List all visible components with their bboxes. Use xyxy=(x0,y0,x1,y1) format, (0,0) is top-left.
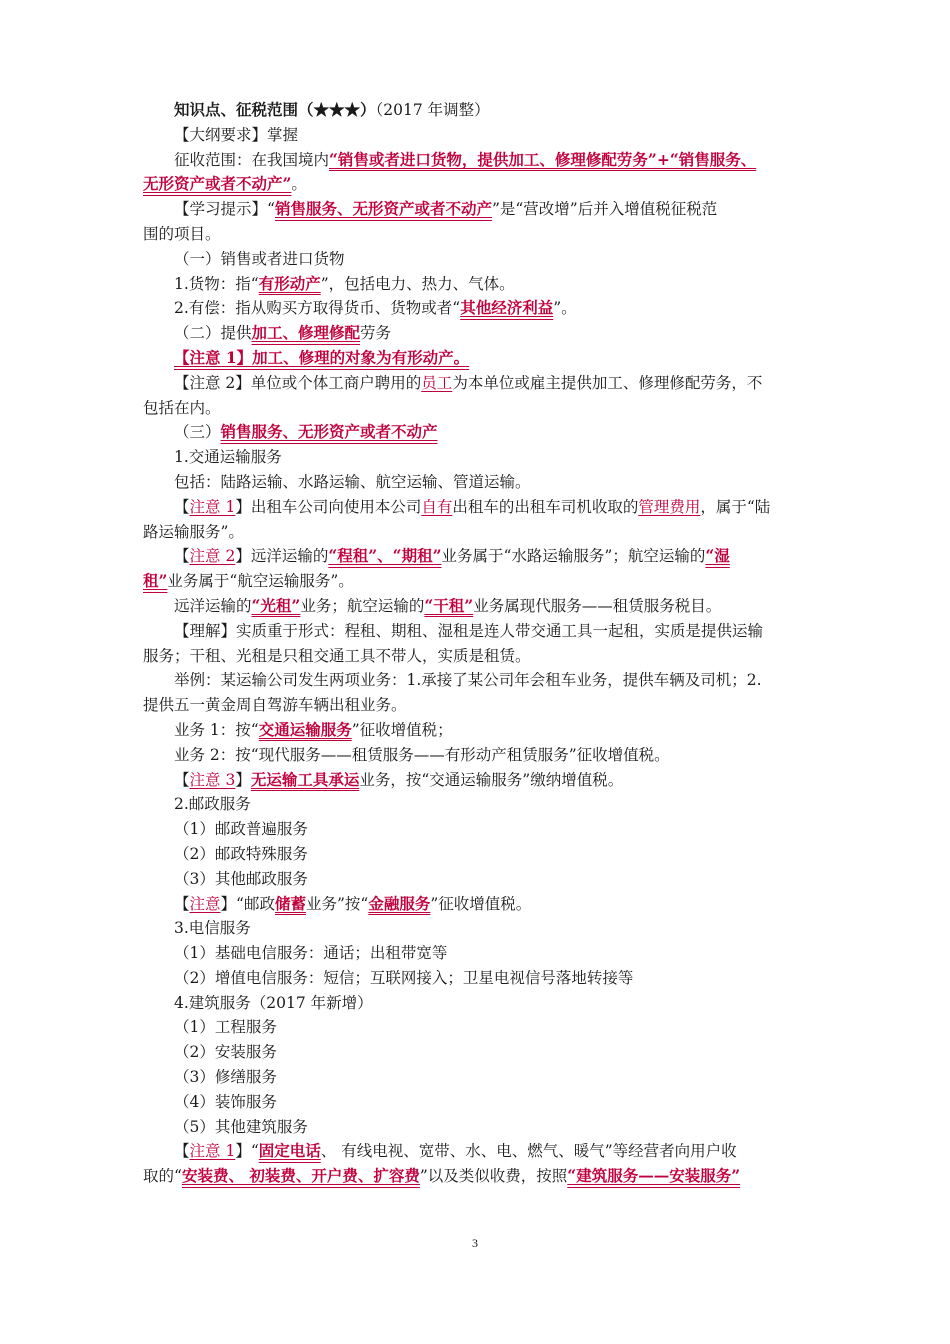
text-line xyxy=(143,197,813,222)
highlighted-text: 无形资产或者不动产” xyxy=(143,174,292,194)
text-line xyxy=(143,916,813,941)
highlighted-text: 注意 1 xyxy=(189,497,236,516)
text-run: （4）装饰服务 xyxy=(174,1092,277,1111)
text-line xyxy=(143,520,813,545)
text-run: （一）销售或者进口货物 xyxy=(174,249,345,268)
text-run: 服务；干租、光租是只租交通工具不带人，实质是租赁。 xyxy=(143,646,531,665)
text-run: 为本单位或雇主提供加工、修理修配劳务，不 xyxy=(452,373,763,392)
text-line xyxy=(143,544,813,569)
highlighted-text: “湿 xyxy=(705,546,730,566)
highlighted-text: “程租”、“期租” xyxy=(328,546,442,566)
text-run: （1）邮政普遍服务 xyxy=(174,820,308,839)
highlighted-text: 储蓄 xyxy=(274,893,306,913)
text-run: ”。 xyxy=(553,299,577,318)
text-line xyxy=(143,743,813,768)
text-line xyxy=(143,296,813,321)
highlighted-text: “干租” xyxy=(424,595,474,615)
text-line xyxy=(143,966,813,991)
highlighted-text: 销售服务、无形资产或者不动产 xyxy=(220,422,438,442)
text-run: ”征收增值税。 xyxy=(430,894,532,913)
text-line xyxy=(143,123,813,148)
highlighted-text: 其他经济利益 xyxy=(460,298,554,318)
text-run: （3）修缮服务 xyxy=(174,1068,277,1087)
text-line xyxy=(143,470,813,495)
text-run: （3）其他邮政服务 xyxy=(174,869,308,888)
text-run: ”是“营改增”后并入增值税征税范 xyxy=(491,200,718,219)
text-line xyxy=(143,768,813,793)
text-line xyxy=(143,148,813,173)
text-run: 举例：某运输公司发生两项业务：1.承接了某公司年会租车业务，提供车辆及司机；2. xyxy=(174,671,762,690)
text-run: 2.邮政服务 xyxy=(174,795,251,814)
text-run: 】“ xyxy=(235,1142,259,1161)
highlighted-text: 注意 xyxy=(189,894,221,913)
text-line xyxy=(143,445,813,470)
text-run: 【 xyxy=(174,894,190,913)
text-run: 1.交通运输服务 xyxy=(174,448,282,467)
text-line xyxy=(143,1065,813,1090)
highlighted-text: 知识点、征税范围（★★★） xyxy=(174,100,376,119)
text-line xyxy=(143,693,813,718)
text-run: （1）工程服务 xyxy=(174,1018,277,1037)
text-run: 1.货物：指“ xyxy=(174,274,259,293)
text-run: 】出租车公司向使用本公司 xyxy=(235,497,422,516)
text-run: 、 有线电视、宽带、水、电、燃气、暖气”等经营者向用户收 xyxy=(320,1142,737,1161)
text-line xyxy=(143,1139,813,1164)
highlighted-text: “光租” xyxy=(251,595,301,615)
text-run: 】 xyxy=(235,770,251,789)
text-line xyxy=(143,892,813,917)
text-line xyxy=(143,346,813,371)
text-run: 【 xyxy=(174,497,190,516)
text-line xyxy=(143,991,813,1016)
text-run: ，属于“陆 xyxy=(700,497,771,516)
page-number: 3 xyxy=(472,1236,478,1250)
text-run: 】远洋运输的 xyxy=(235,547,329,566)
highlighted-text: 注意 2 xyxy=(189,547,236,566)
text-run: （1）基础电信服务：通话；出租带宽等 xyxy=(174,944,448,963)
highlighted-text: 金融服务 xyxy=(368,893,431,913)
text-line xyxy=(143,644,813,669)
text-line xyxy=(143,172,813,197)
text-run: 包括：陆路运输、水路运输、航空运输、管道运输。 xyxy=(174,472,531,491)
text-line xyxy=(143,98,813,123)
text-run: ”以及类似收费，按照 xyxy=(419,1167,568,1186)
text-line xyxy=(143,594,813,619)
highlighted-text: 【注意 1】加工、修理的对象为有形动产。 xyxy=(174,347,470,367)
text-run: ”，包括电力、热力、气体。 xyxy=(320,274,515,293)
highlighted-text: 销售服务、无形资产或者不动产 xyxy=(274,199,492,219)
text-line xyxy=(143,495,813,520)
text-run: 劳务 xyxy=(360,324,392,343)
text-run: 业务”按“ xyxy=(305,894,369,913)
text-line xyxy=(143,420,813,445)
text-run: 【大纲要求】掌握 xyxy=(174,125,299,144)
text-run: 】“邮政 xyxy=(220,894,275,913)
text-line xyxy=(143,1015,813,1040)
text-run: （2）增值电信服务：短信；互联网接入；卫星电视信号落地转接等 xyxy=(174,968,634,987)
text-run: 出租车的出租车司机收取的 xyxy=(452,497,639,516)
text-run: 取的“ xyxy=(143,1167,182,1186)
text-run: 业务 1：按“ xyxy=(174,720,259,739)
highlighted-text: 租” xyxy=(143,571,168,591)
text-line xyxy=(143,569,813,594)
text-run: （5）其他建筑服务 xyxy=(174,1117,308,1136)
highlighted-text: 员工 xyxy=(421,373,453,392)
highlighted-text: “建筑服务——安装服务” xyxy=(567,1166,741,1186)
highlighted-text: 无运输工具承运 xyxy=(250,769,360,789)
text-run: （2）邮政特殊服务 xyxy=(174,844,308,863)
text-run: 征收范围：在我国境内 xyxy=(174,150,330,169)
text-run: （2）安装服务 xyxy=(174,1043,277,1062)
text-run: 【 xyxy=(174,1142,190,1161)
text-run: 2.有偿：指从购买方取得货币、货物或者“ xyxy=(174,299,461,318)
text-line xyxy=(143,867,813,892)
text-run: 业务属于“航空运输服务”。 xyxy=(167,572,354,591)
highlighted-text: 有形动产 xyxy=(258,273,321,293)
document-body xyxy=(143,98,813,1189)
text-line xyxy=(143,619,813,644)
text-line xyxy=(143,1040,813,1065)
text-line xyxy=(143,321,813,346)
highlighted-text: 固定电话 xyxy=(258,1141,321,1161)
text-run: ”征收增值税； xyxy=(351,720,453,739)
text-run: 【学习提示】“ xyxy=(174,200,275,219)
highlighted-text: 管理费用 xyxy=(638,497,701,516)
text-line xyxy=(143,792,813,817)
text-run: 围的项目。 xyxy=(143,224,221,243)
highlighted-text: 注意 3 xyxy=(189,770,236,789)
text-line xyxy=(143,1164,813,1189)
text-line xyxy=(143,1090,813,1115)
text-line xyxy=(143,247,813,272)
text-run: 业务属于“水路运输服务”；航空运输的 xyxy=(441,547,706,566)
highlighted-text: 自有 xyxy=(421,497,453,516)
text-line xyxy=(143,371,813,396)
text-line xyxy=(143,222,813,247)
text-run: （二）提供 xyxy=(174,324,252,343)
highlighted-text: 安装费、 初装费、开户费、扩容费 xyxy=(181,1166,420,1186)
text-run: 业务；航空运输的 xyxy=(300,596,425,615)
text-line xyxy=(143,272,813,297)
text-run: 。 xyxy=(291,175,307,194)
text-run: 路运输服务”。 xyxy=(143,522,244,541)
text-run: 业务 2：按“现代服务——租赁服务——有形动产租赁服务”征收增值税。 xyxy=(174,745,670,764)
text-run: 包括在内。 xyxy=(143,398,221,417)
text-run: 【 xyxy=(174,770,190,789)
text-run: 【理解】实质重于形式：程租、期租、湿租是连人带交通工具一起租，实质是提供运输 xyxy=(174,621,764,640)
highlighted-text: 交通运输服务 xyxy=(258,719,352,739)
text-run: 3.电信服务 xyxy=(174,919,251,938)
text-line xyxy=(143,718,813,743)
highlighted-text: “销售或者进口货物，提供加工、修理修配劳务”+“销售服务、 xyxy=(329,149,757,169)
text-run: 业务，按“交通运输服务”缴纳增值税。 xyxy=(359,770,624,789)
text-run: 业务属现代服务——租赁服务税目。 xyxy=(473,596,722,615)
text-run: 【注意 2】单位或个体工商户聘用的 xyxy=(174,373,422,392)
text-run: 远洋运输的 xyxy=(174,596,252,615)
highlighted-text: 加工、修理修配 xyxy=(251,323,361,343)
text-line xyxy=(143,941,813,966)
text-run: 【 xyxy=(174,547,190,566)
text-line xyxy=(143,668,813,693)
text-run: （三） xyxy=(174,423,221,442)
text-line xyxy=(143,1115,813,1140)
highlighted-text: 注意 1 xyxy=(189,1142,236,1161)
text-line xyxy=(143,817,813,842)
text-run: 提供五一黄金周自驾游车辆出租业务。 xyxy=(143,696,407,715)
text-run: 4.建筑服务（2017 年新增） xyxy=(174,993,373,1012)
text-line xyxy=(143,396,813,421)
text-line xyxy=(143,842,813,867)
text-run: （2017 年调整） xyxy=(375,101,490,119)
